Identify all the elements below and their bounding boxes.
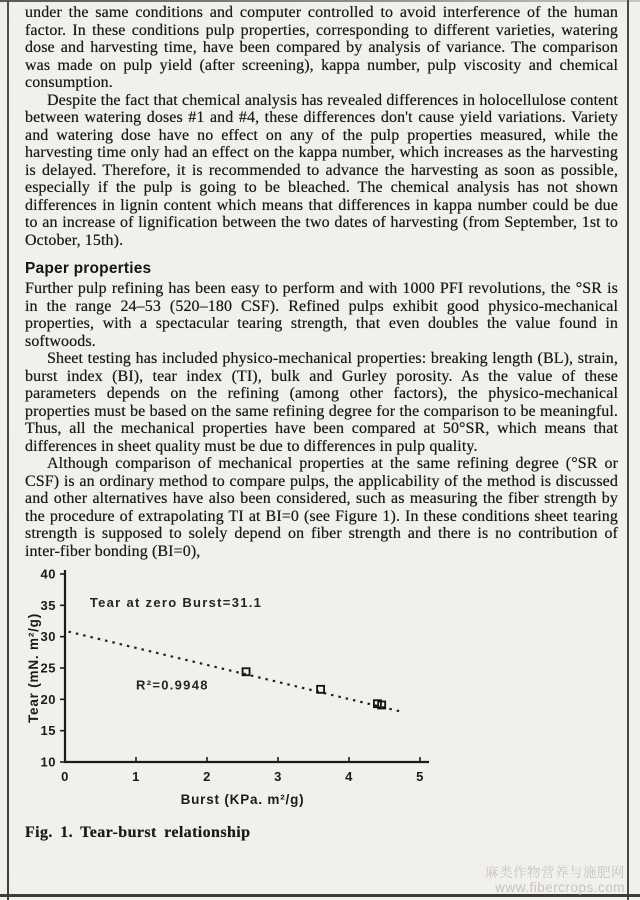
watermark-url: www.fibercrops.com <box>495 880 625 895</box>
watermark-site-name: 麻类作物营养与施肥网 <box>485 865 625 880</box>
figure-caption: Fig. 1. Tear-burst relationship <box>25 824 251 841</box>
svg-text:1: 1 <box>132 769 140 784</box>
section-heading: Paper properties <box>25 260 152 277</box>
svg-text:15: 15 <box>40 723 56 739</box>
svg-text:35: 35 <box>40 597 56 613</box>
scan-edge-left <box>7 0 9 900</box>
svg-text:25: 25 <box>40 660 56 676</box>
svg-text:Burst (KPa. m²/g): Burst (KPa. m²/g) <box>180 792 305 807</box>
body-paragraph-continuation: under the same conditions and computer controlled to avoid interference of the human factor. In these conditions pulp properties, corresponding to different varieties, watering dose and harvesting time, have been compared by analysis of variance. The comparison was made on pulp yield (after screening), kappa number, pulp viscosity and chemical consumption. <box>25 4 618 91</box>
body-paragraph: Although comparison of mechanical properties at the same refining degree (°SR or CSF) is an ordinary method to compare pulps, the applicability of the method is discussed and other alternatives have also been considered, such as measuring the fiber strength by the procedure of extrapolating TI at BI=0 (see Figure 1). In these conditions sheet tearing strength is supposed to solely depend on fiber strength and there is no contribution of inter-fiber bonding (BI=0), <box>25 455 618 560</box>
watermark <box>485 865 625 895</box>
scan-edge-right <box>627 0 629 900</box>
page-body <box>25 4 618 842</box>
svg-text:10: 10 <box>40 754 56 770</box>
svg-text:30: 30 <box>40 629 56 645</box>
svg-text:20: 20 <box>40 691 56 707</box>
svg-text:0: 0 <box>61 769 69 784</box>
svg-text:4: 4 <box>345 769 353 784</box>
svg-text:R²=0.9948: R²=0.9948 <box>136 677 209 693</box>
tear-burst-chart <box>25 566 475 811</box>
svg-text:Tear (mN. m²/g): Tear (mN. m²/g) <box>26 612 41 724</box>
svg-text:3: 3 <box>274 769 282 784</box>
body-paragraph: Further pulp refining has been easy to perform and with 1000 PFI revolutions, the °SR is in the range 24–53 (520–180 CSF). Refined pulps exhibit good physico-mechanical properties, with a spectacular tearing strength, that even doubles the value found in softwoods. <box>25 280 618 350</box>
svg-text:5: 5 <box>416 769 424 784</box>
svg-text:Tear at zero Burst=31.1: Tear at zero Burst=31.1 <box>89 595 263 611</box>
svg-text:40: 40 <box>40 566 56 582</box>
svg-text:2: 2 <box>203 769 211 784</box>
scan-edge-top <box>0 0 640 2</box>
figure-1 <box>25 566 618 842</box>
body-paragraph: Sheet testing has included physico-mechanical properties: breaking length (BL), strain, burst index (BI), tear index (TI), bulk and Gurley porosity. As the value of these parameters depends on the refining (among other factors), the physico-mechanical properties must be based on the same refining degree for the comparison to be meaningful. Thus, all the mechanical properties have been compared at 50°SR, which means that differences in sheet quality must be due to differences in pulp quality. <box>25 350 618 455</box>
body-paragraph: Despite the fact that chemical analysis has revealed differences in holocellulose content between watering doses #1 and #4, these differences don't cause yield variations. Variety and watering dose have no effect on any of the pulp properties measured, while the harvesting time only had an effect on the kappa number, which increases as the harvesting is delayed. Therefore, it is recommended to advance the harvesting as soon as possible, especially if the pulp is going to be bleached. The chemical analysis has not shown differences in lignin content which means that differences in kappa number could be due to an increase of lignification between the two dates of harvesting (from September, 1st to October, 15th). <box>25 91 618 249</box>
